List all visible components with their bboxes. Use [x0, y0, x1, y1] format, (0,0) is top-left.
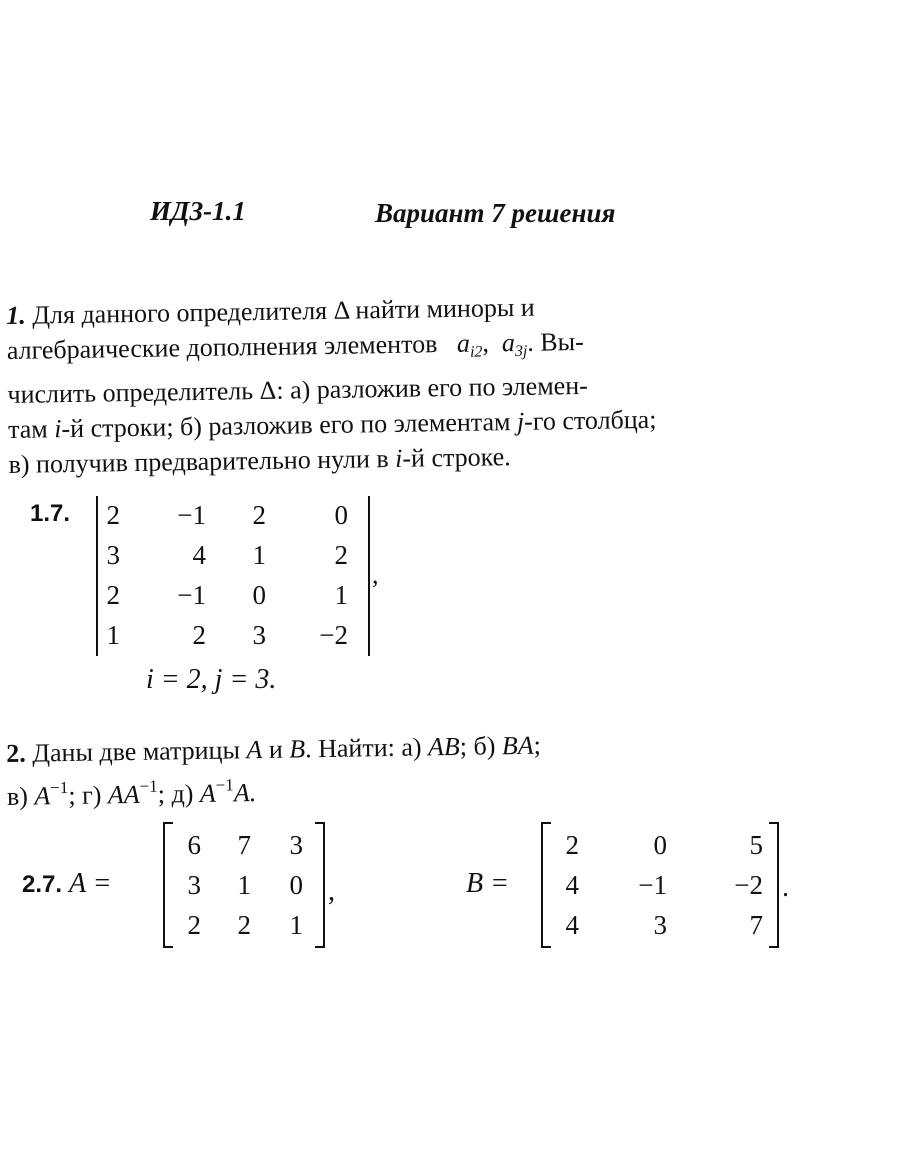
- det-cell: 0: [252, 580, 266, 610]
- matrix-b-cell: 0: [653, 830, 667, 860]
- task1-line-2: алгебраические дополнения элементов $a_{i2}$, $a_{3j}$. Вы-: [6, 326, 584, 365]
- matrix-a-cell: 3: [187, 870, 201, 900]
- matrix-b-cell: 2: [565, 830, 579, 860]
- variant-title: Вариант 7 решения: [375, 198, 616, 228]
- task1-line2-text: алгебраические дополнения элементов: [6, 329, 438, 365]
- task1-text: [6, 284, 889, 482]
- det-cell: 2: [334, 540, 348, 570]
- det-cell: 1: [252, 540, 266, 570]
- matrix-a: [163, 822, 325, 948]
- matrix-b: [541, 822, 779, 948]
- task1-number: 1.: [6, 300, 27, 330]
- matrix-b-cell: 4: [565, 870, 579, 900]
- problem-2-7-label: 2.7. A =: [22, 868, 112, 899]
- det-cell: 1: [106, 620, 120, 650]
- matrix-b-name: B =: [466, 868, 509, 899]
- matrix-a-comma: ,: [328, 876, 335, 907]
- matrix-a-cell: 2: [237, 910, 251, 940]
- matrix-b-cell: −1: [638, 870, 667, 900]
- matrix-b-cell: 5: [749, 830, 763, 860]
- task2-text: [6, 722, 887, 814]
- element-a-3j: $a_{3j}$: [501, 328, 528, 361]
- matrix-b-cell: 3: [653, 910, 667, 940]
- page-header: [150, 196, 710, 236]
- det-cell: 2: [252, 500, 266, 530]
- det-cell: −2: [319, 620, 348, 650]
- det-cell: 1: [334, 580, 348, 610]
- task2-number: 2.: [6, 738, 27, 768]
- det-cell: 3: [252, 620, 266, 650]
- det-cell: 2: [106, 580, 120, 610]
- matrix-a-cell: 1: [289, 910, 303, 940]
- matrix-a-cell: 0: [289, 870, 303, 900]
- det-cell: 0: [334, 500, 348, 530]
- task1-line-5: в) получив предварительно нули в i-й строке.: [8, 442, 511, 479]
- determinant-comma: ,: [372, 560, 379, 589]
- element-a-i2: $a_{i2}$: [456, 328, 483, 361]
- matrix-b-cell: 4: [565, 910, 579, 940]
- determinant-1-7: [96, 496, 370, 656]
- matrix-a-cell: 2: [187, 910, 201, 940]
- matrix-a-cell: 1: [237, 870, 251, 900]
- matrix-b-cell: 7: [749, 910, 763, 940]
- problem-1-7-label: 1.7.: [30, 500, 71, 527]
- det-cell: −1: [177, 500, 206, 530]
- matrix-a-cell: 3: [289, 830, 303, 860]
- det-cell: 2: [106, 500, 120, 530]
- det-cell: 2: [192, 620, 206, 650]
- det-cell: 3: [106, 540, 120, 570]
- matrix-a-cell: 7: [237, 830, 251, 860]
- task2-line-1: 2. Даны две матрицы A и B. Найти: а) AB; б) BA;: [6, 730, 542, 768]
- task2-line-2: в) $A^{-1}$; г) $AA^{-1}$; д) $A^{-1}A$.: [6, 775, 257, 811]
- index-condition: i = 2, j = 3.: [146, 664, 277, 695]
- task1-line1-text: Для данного определителя Δ найти миноры и: [32, 292, 535, 330]
- task1-line-4: там i-й строки; б) разложив его по элементам j-го столбца;: [7, 404, 657, 444]
- task1-line-3: числить определитель Δ: а) разложив его по элемен-: [7, 370, 589, 409]
- det-cell: 4: [192, 540, 206, 570]
- det-cell: −1: [177, 580, 206, 610]
- matrix-b-cell: −2: [734, 870, 763, 900]
- assignment-code: ИДЗ-1.1: [150, 196, 246, 226]
- matrix-b-period: .: [782, 872, 789, 903]
- matrix-a-cell: 6: [187, 830, 201, 860]
